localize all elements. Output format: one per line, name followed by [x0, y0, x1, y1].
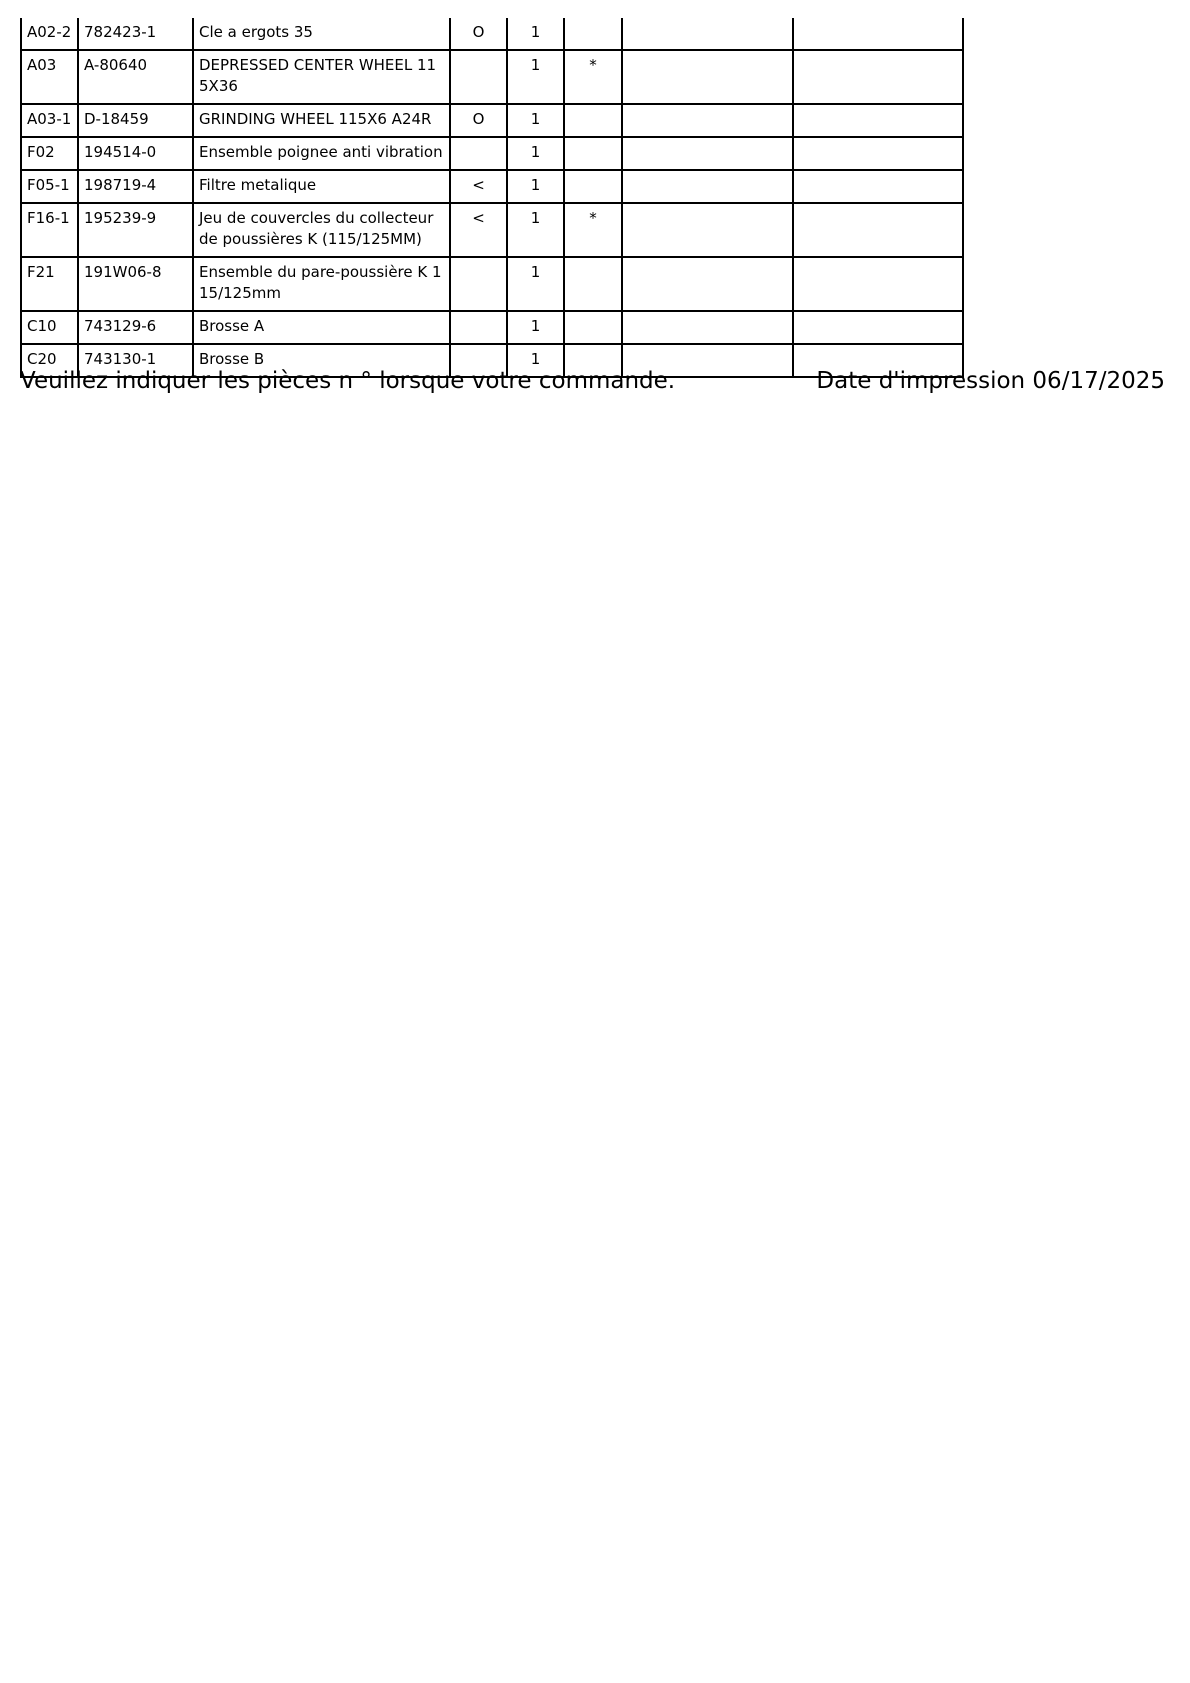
- note-cell: [564, 257, 622, 311]
- order-instruction-note: Veuillez indiquer les pièces n ° lorsque votre commande.: [20, 368, 676, 394]
- table-row: [21, 257, 963, 311]
- part-number-cell: 191W06-8: [78, 257, 193, 311]
- ref-cell: C20: [21, 344, 78, 377]
- mark-cell: <: [450, 170, 507, 203]
- blank-cell: [622, 257, 793, 311]
- mark-cell: [450, 257, 507, 311]
- quantity-cell: 1: [507, 257, 564, 311]
- description-cell: Brosse B: [193, 344, 450, 377]
- mark-cell: O: [450, 104, 507, 137]
- ref-cell: F02: [21, 137, 78, 170]
- ref-cell: F16-1: [21, 203, 78, 257]
- note-cell: [564, 18, 622, 50]
- part-number-cell: 743130-1: [78, 344, 193, 377]
- part-number-cell: D-18459: [78, 104, 193, 137]
- description-cell: Brosse A: [193, 311, 450, 344]
- description-cell: Jeu de couvercles du collecteur de poussières K (115/125MM): [193, 203, 450, 257]
- table-row: [21, 137, 963, 170]
- note-cell: *: [564, 50, 622, 104]
- table-row: [21, 311, 963, 344]
- part-number-cell: A-80640: [78, 50, 193, 104]
- parts-table: [20, 18, 964, 378]
- quantity-cell: 1: [507, 203, 564, 257]
- quantity-cell: 1: [507, 50, 564, 104]
- table-row: [21, 170, 963, 203]
- note-cell: [564, 137, 622, 170]
- quantity-cell: 1: [507, 18, 564, 50]
- part-number-cell: 782423-1: [78, 18, 193, 50]
- description-cell: Ensemble poignee anti vibration: [193, 137, 450, 170]
- quantity-cell: 1: [507, 170, 564, 203]
- blank-cell: [622, 18, 793, 50]
- blank-cell: [793, 257, 963, 311]
- table-row: [21, 18, 963, 50]
- quantity-cell: 1: [507, 344, 564, 377]
- mark-cell: [450, 311, 507, 344]
- blank-cell: [622, 137, 793, 170]
- table-row: [21, 203, 963, 257]
- mark-cell: [450, 50, 507, 104]
- blank-cell: [793, 18, 963, 50]
- blank-cell: [793, 311, 963, 344]
- mark-cell: [450, 137, 507, 170]
- blank-cell: [622, 50, 793, 104]
- description-cell: Cle a ergots 35: [193, 18, 450, 50]
- blank-cell: [622, 104, 793, 137]
- ref-cell: A03: [21, 50, 78, 104]
- ref-cell: C10: [21, 311, 78, 344]
- blank-cell: [622, 203, 793, 257]
- description-cell: Filtre metalique: [193, 170, 450, 203]
- blank-cell: [793, 104, 963, 137]
- table-row: [21, 50, 963, 104]
- ref-cell: A02-2: [21, 18, 78, 50]
- part-number-cell: 195239-9: [78, 203, 193, 257]
- description-cell: GRINDING WHEEL 115X6 A24R: [193, 104, 450, 137]
- quantity-cell: 1: [507, 311, 564, 344]
- quantity-cell: 1: [507, 104, 564, 137]
- note-cell: *: [564, 203, 622, 257]
- blank-cell: [622, 170, 793, 203]
- mark-cell: <: [450, 203, 507, 257]
- description-cell: DEPRESSED CENTER WHEEL 115X36: [193, 50, 450, 104]
- blank-cell: [793, 137, 963, 170]
- parts-table-body: [21, 18, 963, 377]
- part-number-cell: 194514-0: [78, 137, 193, 170]
- part-number-cell: 743129-6: [78, 311, 193, 344]
- blank-cell: [793, 50, 963, 104]
- quantity-cell: 1: [507, 137, 564, 170]
- ref-cell: A03-1: [21, 104, 78, 137]
- table-row: [21, 104, 963, 137]
- ref-cell: F21: [21, 257, 78, 311]
- mark-cell: O: [450, 18, 507, 50]
- note-cell: [564, 170, 622, 203]
- blank-cell: [793, 203, 963, 257]
- print-date: Date d'impression 06/17/2025: [816, 368, 1165, 394]
- note-cell: [564, 311, 622, 344]
- part-number-cell: 198719-4: [78, 170, 193, 203]
- ref-cell: F05-1: [21, 170, 78, 203]
- description-cell: Ensemble du pare-poussière K 115/125mm: [193, 257, 450, 311]
- blank-cell: [793, 170, 963, 203]
- note-cell: [564, 104, 622, 137]
- blank-cell: [622, 311, 793, 344]
